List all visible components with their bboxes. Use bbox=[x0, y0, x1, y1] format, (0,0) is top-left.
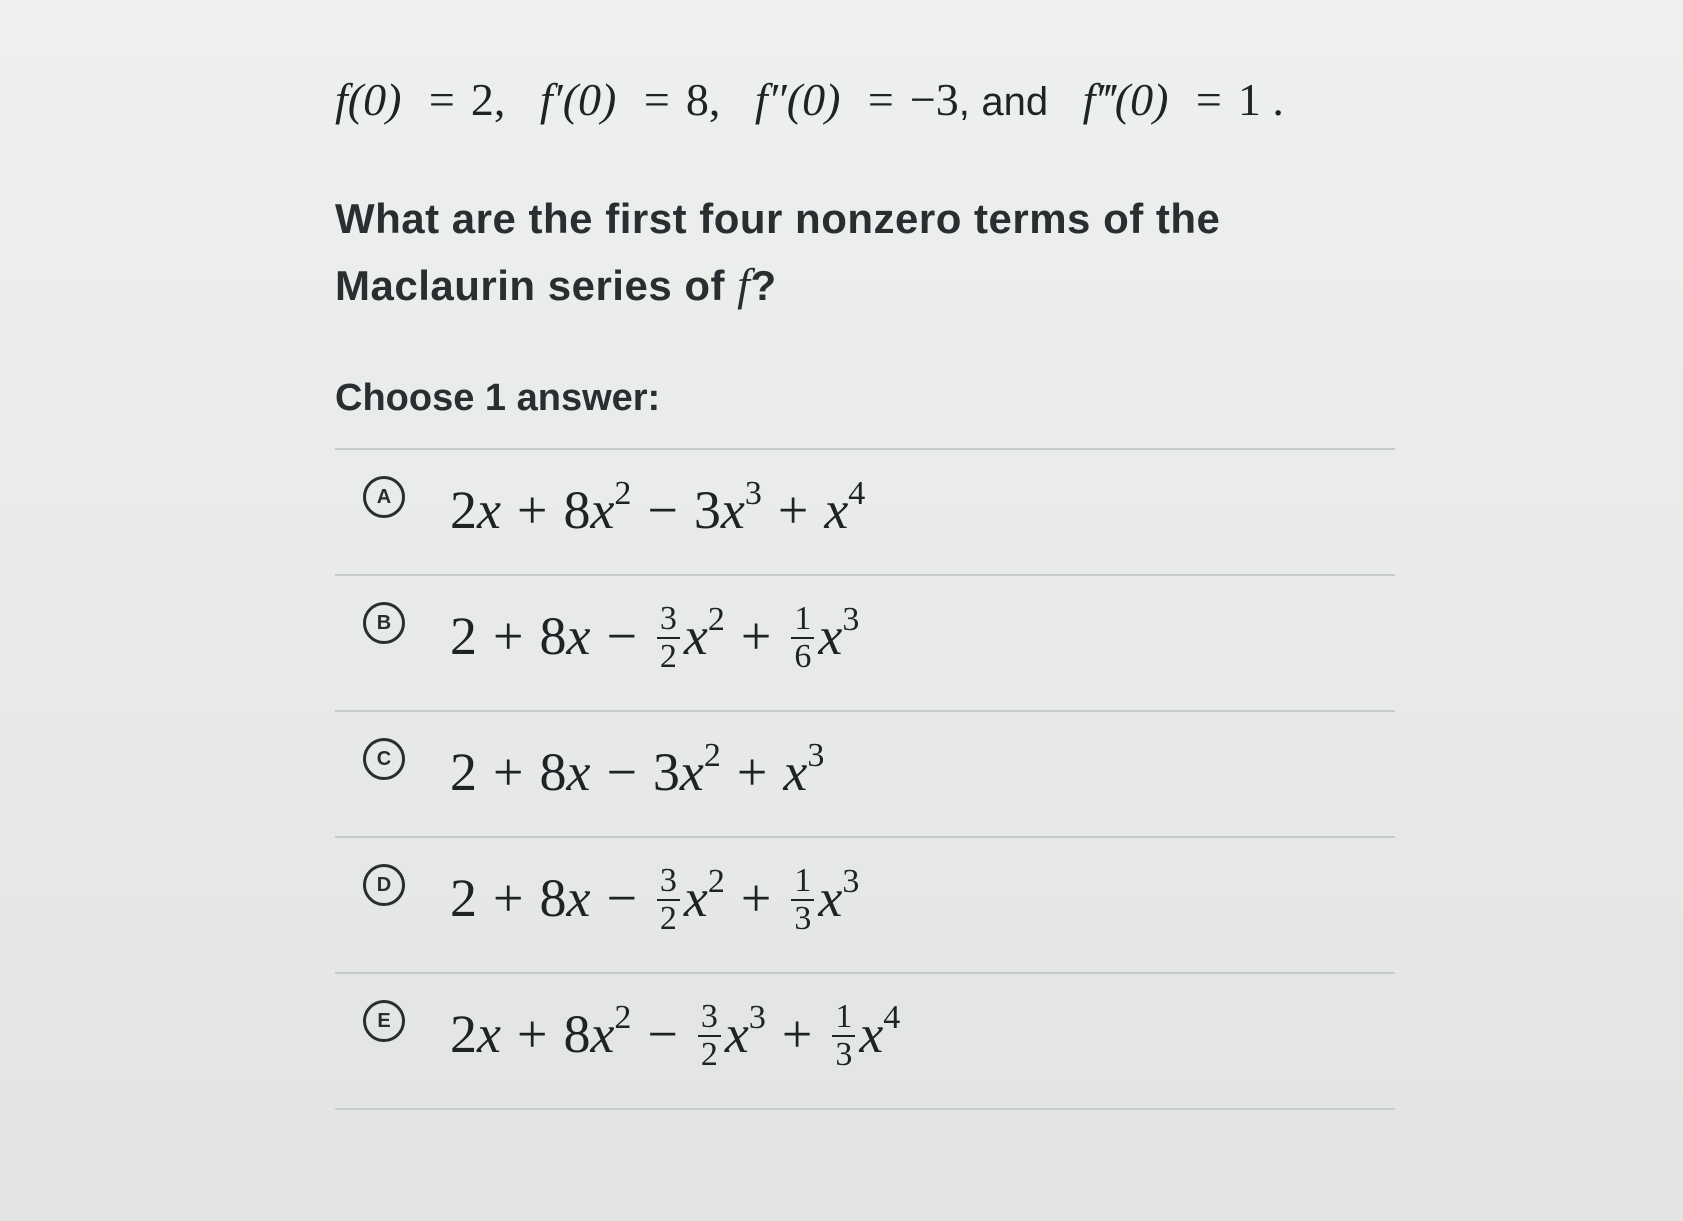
choice-d-expression: 2 + 8x − $\frac{3}{2}$ $x^2$ + $\frac{1}{3}$ $x^3$ bbox=[450, 861, 860, 937]
choice-c-radio[interactable]: C bbox=[363, 738, 405, 780]
question-card bbox=[335, 60, 1395, 1110]
f0-value: 2 bbox=[470, 74, 494, 125]
question-mark: ? bbox=[750, 262, 777, 309]
function-variable: f bbox=[737, 259, 751, 310]
premise-statement: f(0) = 2, f′(0) = 8, f″(0) = −3, and f‴(0) = 1 . bbox=[335, 74, 1284, 125]
f3-label: f‴(0) bbox=[1082, 74, 1169, 125]
question-line-1: What are the first four nonzero terms of the bbox=[335, 195, 1221, 242]
f1-label: f′(0) bbox=[539, 74, 617, 125]
f2-value: −3 bbox=[909, 74, 959, 125]
choice-c[interactable] bbox=[335, 712, 1395, 838]
choose-prompt: Choose 1 answer: bbox=[335, 377, 661, 419]
question-line-2-text: Maclaurin series of bbox=[335, 262, 725, 309]
choice-b-radio[interactable]: B bbox=[363, 602, 405, 644]
choice-e-radio[interactable]: E bbox=[363, 1000, 405, 1042]
question-line-2 bbox=[335, 252, 1395, 319]
choice-e-expression: $2x + 8x^2$ − $\frac{3}{2}$ $x^3$ + $\frac{1}{3}$ $x^4$ bbox=[450, 997, 901, 1073]
f1-value: 8 bbox=[685, 74, 709, 125]
f2-label: f″(0) bbox=[754, 74, 841, 125]
choice-e[interactable] bbox=[335, 974, 1395, 1110]
choice-a-expression: $2x + 8x^2 - 3x^3 + x^4$ bbox=[450, 475, 866, 540]
conjunction: and bbox=[981, 80, 1049, 124]
choice-a-radio[interactable]: A bbox=[363, 476, 405, 518]
choice-a[interactable] bbox=[335, 450, 1395, 576]
choice-b-expression: 2 + 8x − $\frac{3}{2}$ $x^2$ + $\frac{1}{6}$ $x^3$ bbox=[450, 599, 860, 675]
f3-value: 1 bbox=[1237, 74, 1261, 125]
answer-choices bbox=[335, 448, 1395, 1110]
question-text bbox=[335, 186, 1395, 319]
choice-d[interactable] bbox=[335, 838, 1395, 974]
choice-c-expression: $2 + 8x - 3x^2 + x^3$ bbox=[450, 737, 825, 802]
choice-b[interactable] bbox=[335, 576, 1395, 712]
f0-label: f(0) bbox=[335, 74, 402, 125]
choice-d-radio[interactable]: D bbox=[363, 864, 405, 906]
